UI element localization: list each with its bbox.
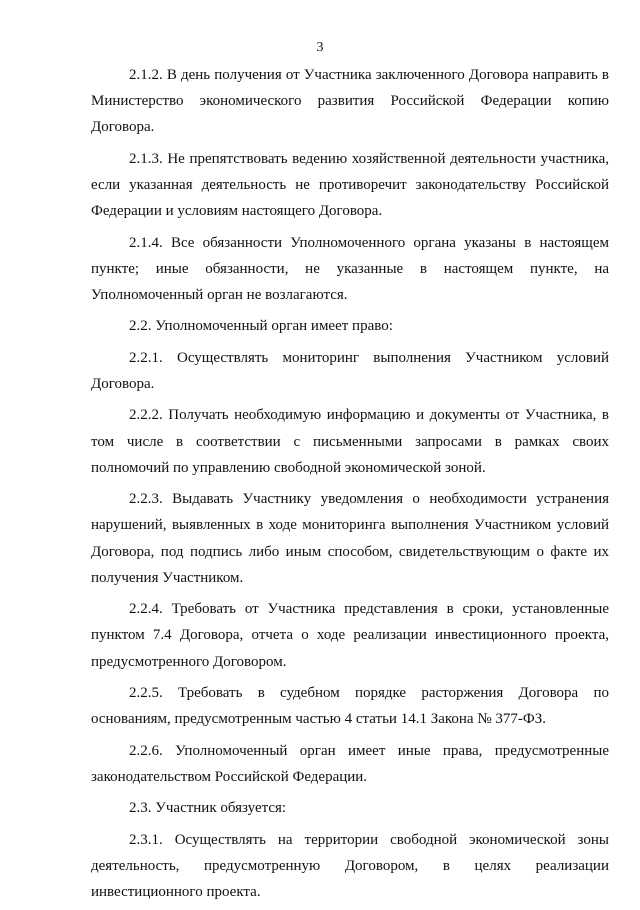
paragraph-2-2-2: 2.2.2. Получать необходимую информацию и документы от Участника, в том числе в соответствии с письменными запросами в рамках своих полномочий по управлению свободной экономической зоной. xyxy=(91,407,609,476)
paragraph-2-2-5: 2.2.5. Требовать в судебном порядке расторжения Договора по основаниям, предусмотренным частью 4 статьи 14.1 Закона № 377-ФЗ. xyxy=(91,684,609,728)
paragraph-2-3: 2.3. Участник обязуется: xyxy=(129,800,287,817)
paragraph-2-1-2: 2.1.2. В день получения от Участника заключенного Договора направить в Министерство экономического развития Российской Федерации копию Договора. xyxy=(91,67,609,136)
paragraph-2-3-1: 2.3.1. Осуществлять на территории свободной экономической зоны деятельность, предусмотренную Договором, в целях реализации инвестиционного проекта. xyxy=(91,831,609,900)
paragraph-2-1-3: 2.1.3. Не препятствовать ведению хозяйственной деятельности участника, если указанная деятельность не противоречит законодательству Российской Федерации и условиям настоящего Договора. xyxy=(91,150,609,220)
paragraph-2-2-1: 2.2.1. Осуществлять мониторинг выполнения Участником условий Договора. xyxy=(91,349,609,392)
paragraph-2-2-3: 2.2.3. Выдавать Участнику уведомления о необходимости устранения нарушений, выявленных в ходе мониторинга выполнения Участником условий Договора, под подпись либо иным способом, свидетельствующим о факте их получения Участником. xyxy=(91,491,609,586)
document-body xyxy=(91,62,609,910)
paragraph-2-1-4: 2.1.4. Все обязанности Уполномоченного органа указаны в настоящем пункте; иные обязанности, не указанные в настоящем пункте, на Уполномоченный орган не возлагаются. xyxy=(91,234,609,303)
page-number: 3 xyxy=(316,40,324,55)
paragraph-2-2-6: 2.2.6. Уполномоченный орган имеет иные права, предусмотренные законодательством Российской Федерации. xyxy=(91,742,609,785)
paragraph-2-2: 2.2. Уполномоченный орган имеет право: xyxy=(129,318,393,335)
paragraph-2-2-4: 2.2.4. Требовать от Участника представления в сроки, установленные пунктом 7.4 Договора, отчета о ходе реализации инвестиционного проекта, предусмотренного Договором. xyxy=(91,601,609,670)
